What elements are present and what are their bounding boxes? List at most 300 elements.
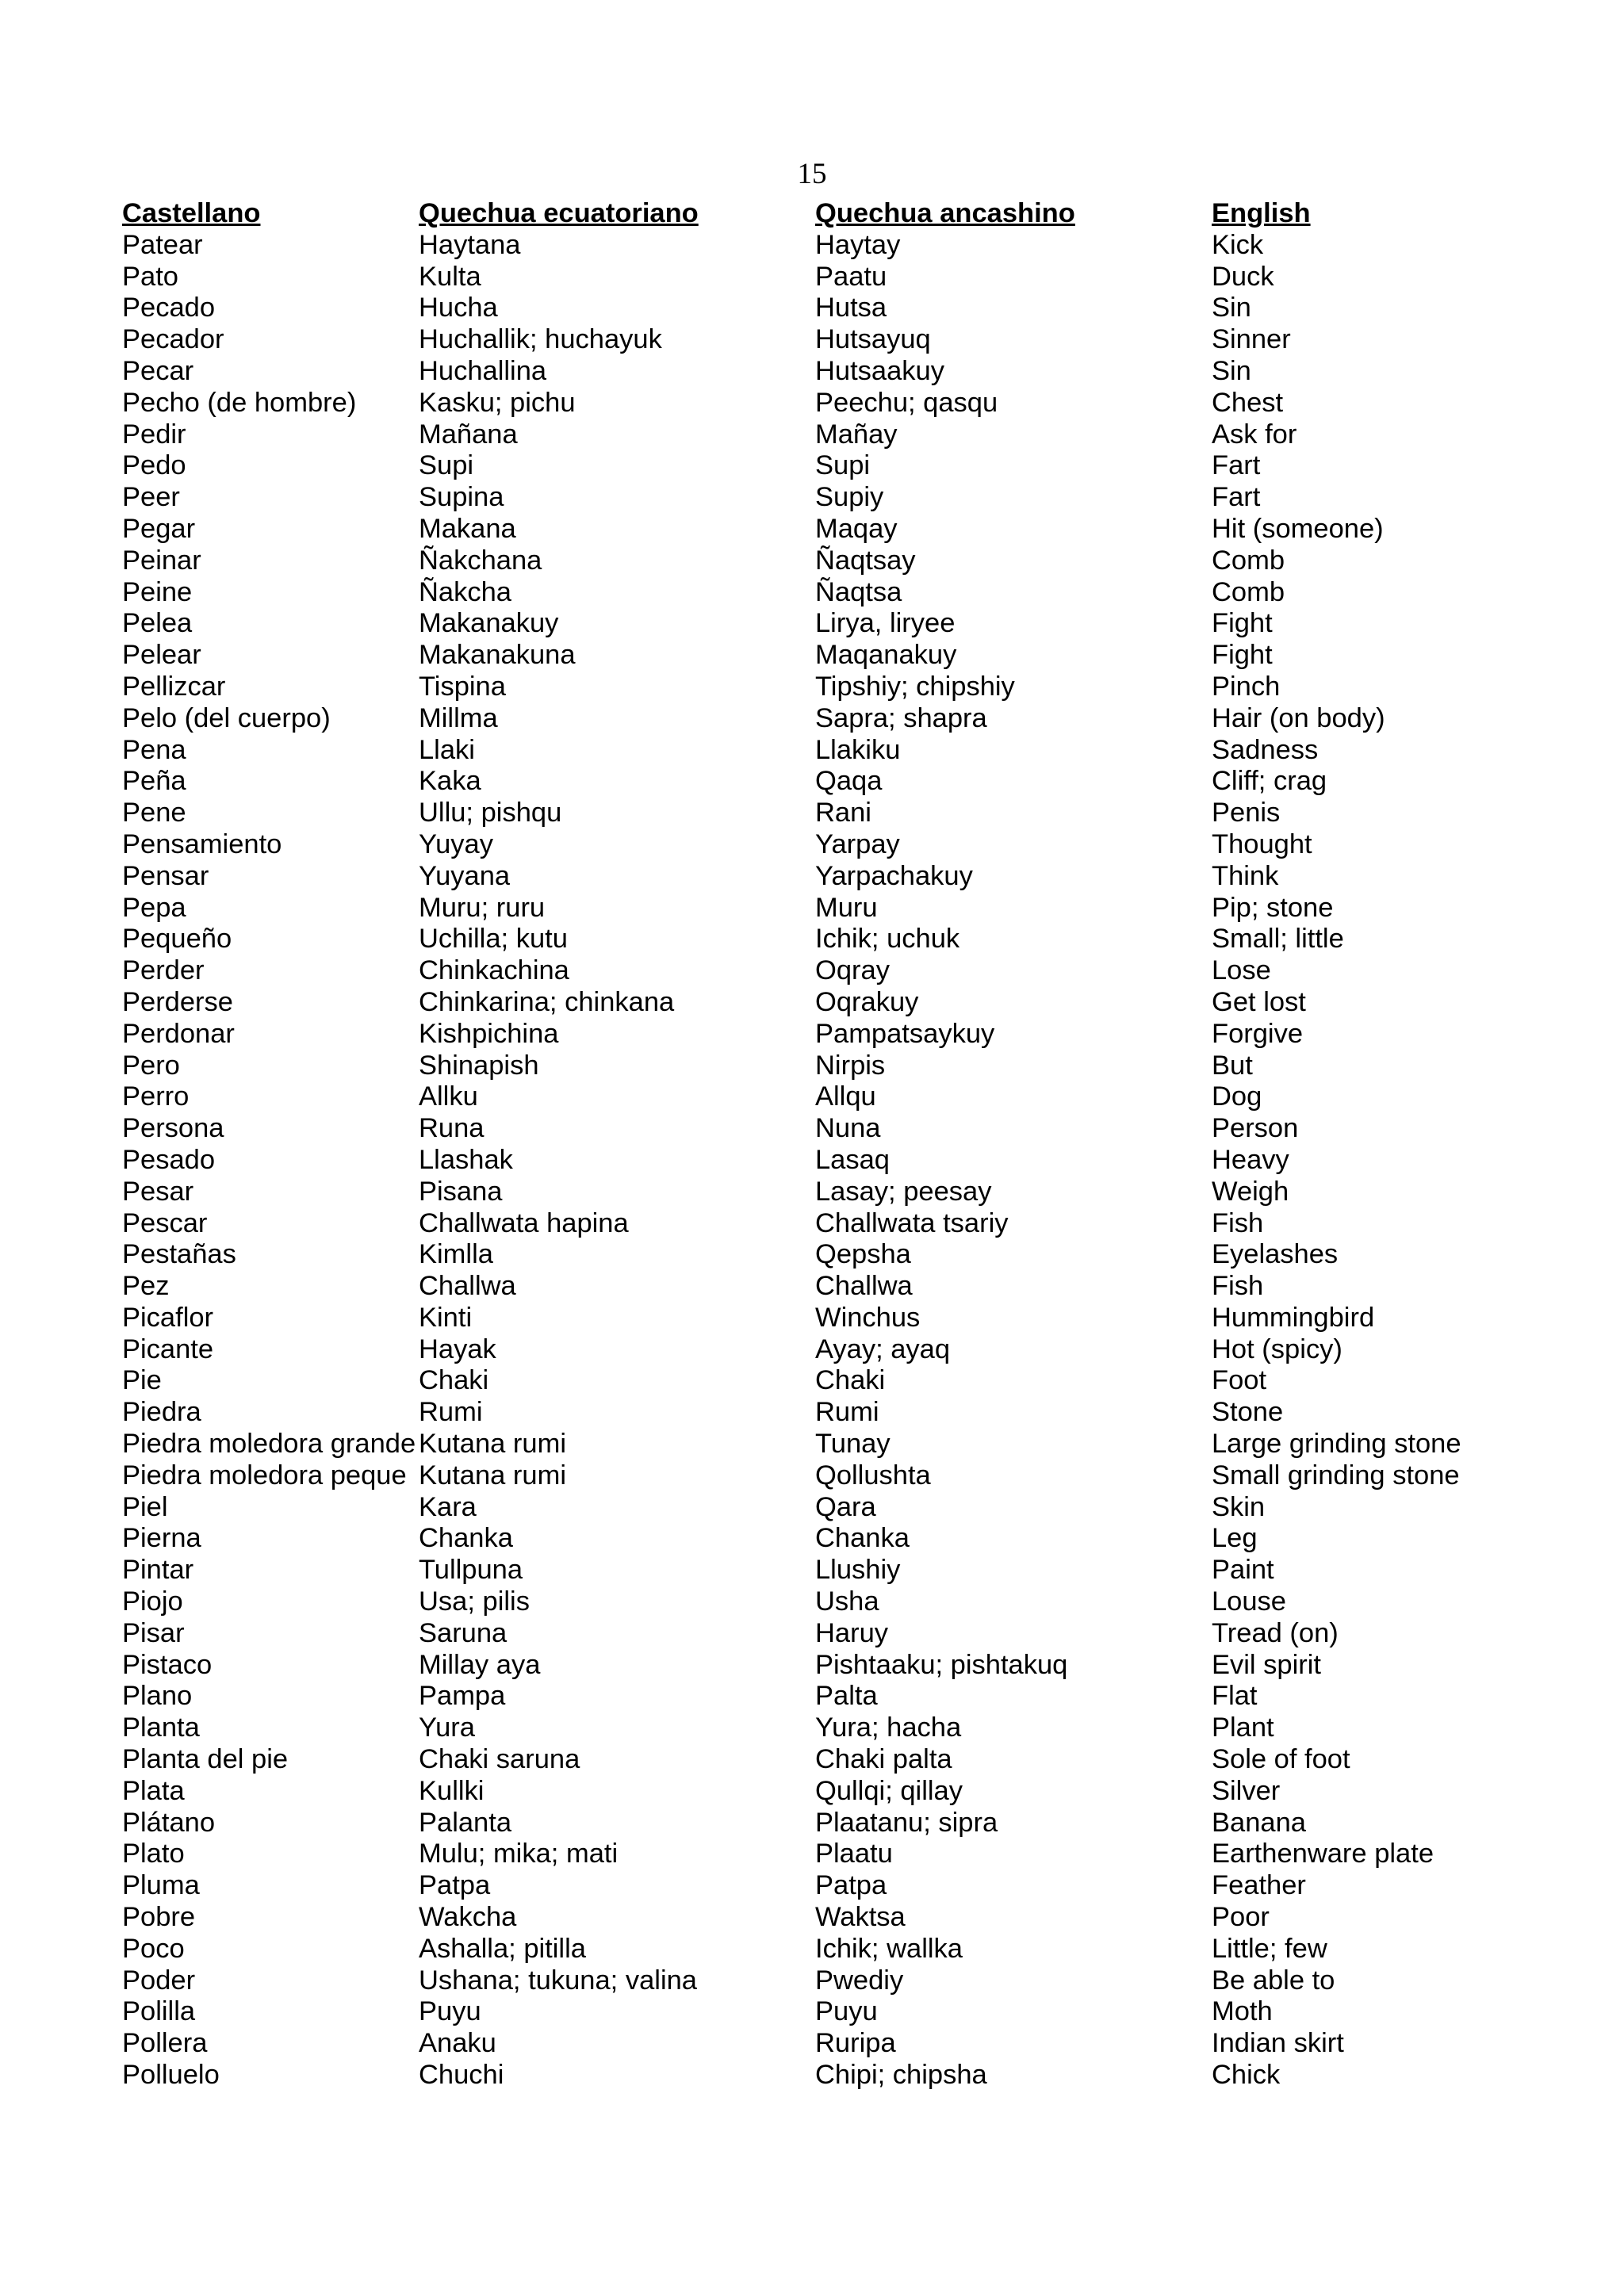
cell-quechua-ancashino: Hutsaakuy bbox=[815, 355, 944, 386]
table-row bbox=[122, 893, 1513, 924]
cell-english: Sin bbox=[1212, 293, 1251, 323]
cell-quechua-ecuatoriano: Usa; pilis bbox=[419, 1586, 530, 1617]
cell-quechua-ecuatoriano: Chaki saruna bbox=[419, 1744, 580, 1775]
cell-castellano: Peine bbox=[122, 576, 193, 607]
cell-quechua-ancashino: Tipshiy; chipshiy bbox=[815, 671, 1015, 702]
cell-quechua-ancashino: Winchus bbox=[815, 1302, 921, 1333]
cell-quechua-ecuatoriano: Huchallina bbox=[419, 355, 547, 386]
table-row bbox=[122, 324, 1513, 356]
cell-quechua-ecuatoriano: Kinti bbox=[419, 1302, 473, 1333]
cell-quechua-ecuatoriano: Huchallik; huchayuk bbox=[419, 324, 662, 355]
cell-castellano: Pecador bbox=[122, 324, 224, 355]
table-row bbox=[122, 798, 1513, 829]
vocabulary-body bbox=[122, 230, 1513, 2091]
cell-quechua-ancashino: Plaatanu; sipra bbox=[815, 1807, 998, 1838]
cell-quechua-ecuatoriano: Chinkachina bbox=[419, 955, 569, 986]
cell-castellano: Persona bbox=[122, 1113, 224, 1144]
cell-quechua-ancashino: Lasaq bbox=[815, 1144, 890, 1175]
cell-quechua-ecuatoriano: Yuyana bbox=[419, 860, 511, 891]
table-row bbox=[122, 1365, 1513, 1397]
table-row bbox=[122, 230, 1513, 262]
cell-quechua-ecuatoriano: Shinapish bbox=[419, 1050, 539, 1081]
cell-castellano: Piedra moledora grande bbox=[122, 1429, 416, 1460]
cell-quechua-ecuatoriano: Challwa bbox=[419, 1271, 516, 1302]
cell-english: Sin bbox=[1212, 355, 1251, 386]
table-row bbox=[122, 1208, 1513, 1240]
cell-quechua-ancashino: Lirya, liryee bbox=[815, 608, 956, 639]
cell-castellano: Pintar bbox=[122, 1555, 194, 1586]
cell-castellano: Peinar bbox=[122, 545, 201, 576]
cell-quechua-ancashino: Peechu; qasqu bbox=[815, 387, 998, 418]
cell-quechua-ecuatoriano: Mulu; mika; mati bbox=[419, 1839, 619, 1869]
cell-quechua-ancashino: Oqrakuy bbox=[815, 986, 919, 1017]
cell-quechua-ecuatoriano: Makanakuna bbox=[419, 640, 576, 671]
cell-english: Person bbox=[1212, 1113, 1299, 1144]
cell-castellano: Pluma bbox=[122, 1870, 200, 1901]
cell-quechua-ecuatoriano: Ushana; tukuna; valina bbox=[419, 1965, 697, 1996]
header-row bbox=[122, 198, 1513, 230]
cell-quechua-ecuatoriano: Kutana rumi bbox=[419, 1429, 567, 1460]
table-row bbox=[122, 2028, 1513, 2060]
table-row bbox=[122, 1776, 1513, 1808]
cell-quechua-ancashino: Supi bbox=[815, 450, 871, 481]
cell-quechua-ancashino: Ichik; wallka bbox=[815, 1933, 963, 1964]
cell-quechua-ecuatoriano: Muru; ruru bbox=[419, 892, 546, 923]
cell-quechua-ecuatoriano: Chaki bbox=[419, 1365, 489, 1396]
cell-quechua-ancashino: Chipi; chipsha bbox=[815, 2060, 987, 2091]
cell-castellano: Pesar bbox=[122, 1176, 194, 1207]
cell-castellano: Pisar bbox=[122, 1617, 185, 1648]
cell-quechua-ecuatoriano: Supi bbox=[419, 450, 474, 481]
cell-quechua-ancashino: Rumi bbox=[815, 1397, 879, 1428]
cell-quechua-ecuatoriano: Llashak bbox=[419, 1144, 513, 1175]
table-row bbox=[122, 861, 1513, 893]
cell-castellano: Peer bbox=[122, 482, 180, 513]
cell-english: Get lost bbox=[1212, 986, 1306, 1017]
cell-quechua-ancashino: Nuna bbox=[815, 1113, 881, 1144]
cell-english: Feather bbox=[1212, 1870, 1306, 1901]
table-row bbox=[122, 545, 1513, 577]
table-row bbox=[122, 1429, 1513, 1460]
cell-quechua-ecuatoriano: Makana bbox=[419, 513, 516, 544]
table-row bbox=[122, 1839, 1513, 1870]
cell-castellano: Piojo bbox=[122, 1586, 183, 1617]
page-number: 15 bbox=[797, 158, 827, 190]
cell-quechua-ancashino: Qara bbox=[815, 1491, 876, 1522]
table-row bbox=[122, 1650, 1513, 1682]
cell-quechua-ancashino: Qollushta bbox=[815, 1460, 931, 1490]
table-row bbox=[122, 1019, 1513, 1050]
cell-english: Fight bbox=[1212, 608, 1273, 639]
cell-english: Flat bbox=[1212, 1681, 1258, 1712]
cell-english: Tread (on) bbox=[1212, 1617, 1339, 1648]
table-row bbox=[122, 735, 1513, 767]
cell-castellano: Plata bbox=[122, 1775, 185, 1806]
cell-castellano: Pequeño bbox=[122, 924, 232, 955]
cell-quechua-ecuatoriano: Supina bbox=[419, 482, 504, 513]
cell-quechua-ancashino: Chanka bbox=[815, 1523, 910, 1554]
cell-castellano: Pecho (de hombre) bbox=[122, 387, 357, 418]
table-row bbox=[122, 1902, 1513, 1934]
cell-english: Little; few bbox=[1212, 1933, 1327, 1964]
cell-quechua-ancashino: Llushiy bbox=[815, 1555, 901, 1586]
table-row bbox=[122, 577, 1513, 609]
cell-quechua-ancashino: Chaki bbox=[815, 1365, 886, 1396]
cell-quechua-ancashino: Haruy bbox=[815, 1617, 889, 1648]
cell-quechua-ecuatoriano: Tispina bbox=[419, 671, 506, 702]
table-row bbox=[122, 1681, 1513, 1712]
cell-quechua-ancashino: Sapra; shapra bbox=[815, 702, 987, 733]
cell-quechua-ecuatoriano: Chuchi bbox=[419, 2060, 504, 2091]
cell-castellano: Pensar bbox=[122, 860, 209, 891]
cell-quechua-ancashino: Allqu bbox=[815, 1081, 876, 1112]
cell-quechua-ancashino: Yarpay bbox=[815, 828, 900, 859]
table-row bbox=[122, 608, 1513, 640]
cell-quechua-ecuatoriano: Ñakcha bbox=[419, 576, 511, 607]
cell-quechua-ancashino: Lasay; peesay bbox=[815, 1176, 992, 1207]
cell-quechua-ecuatoriano: Puyu bbox=[419, 1996, 481, 2027]
table-row bbox=[122, 1870, 1513, 1902]
table-row bbox=[122, 514, 1513, 545]
cell-english: Cliff; crag bbox=[1212, 766, 1327, 797]
table-row bbox=[122, 1177, 1513, 1208]
table-row bbox=[122, 1397, 1513, 1429]
cell-quechua-ancashino: Muru bbox=[815, 892, 878, 923]
cell-quechua-ancashino: Haytay bbox=[815, 229, 901, 260]
cell-castellano: Pelear bbox=[122, 640, 201, 671]
cell-quechua-ecuatoriano: Haytana bbox=[419, 229, 521, 260]
cell-quechua-ecuatoriano: Kara bbox=[419, 1491, 477, 1522]
cell-quechua-ancashino: Qepsha bbox=[815, 1239, 911, 1270]
cell-english: Forgive bbox=[1212, 1018, 1304, 1049]
cell-quechua-ancashino: Hutsa bbox=[815, 293, 887, 323]
cell-english: Comb bbox=[1212, 545, 1285, 576]
cell-english: Dog bbox=[1212, 1081, 1262, 1112]
cell-quechua-ancashino: Supiy bbox=[815, 482, 884, 513]
table-row bbox=[122, 450, 1513, 482]
cell-castellano: Plátano bbox=[122, 1807, 216, 1838]
cell-quechua-ecuatoriano: Hayak bbox=[419, 1334, 496, 1364]
table-row bbox=[122, 1145, 1513, 1177]
cell-castellano: Pescar bbox=[122, 1207, 208, 1238]
cell-castellano: Patear bbox=[122, 229, 203, 260]
table-row bbox=[122, 1460, 1513, 1492]
cell-english: Comb bbox=[1212, 576, 1285, 607]
table-row bbox=[122, 955, 1513, 987]
cell-quechua-ecuatoriano: Kimlla bbox=[419, 1239, 493, 1270]
cell-english: Moth bbox=[1212, 1996, 1273, 2027]
cell-castellano: Piel bbox=[122, 1491, 168, 1522]
cell-english: Poor bbox=[1212, 1902, 1270, 1933]
cell-english: Earthenware plate bbox=[1212, 1839, 1434, 1869]
cell-quechua-ecuatoriano: Rumi bbox=[419, 1397, 483, 1428]
cell-quechua-ecuatoriano: Yuyay bbox=[419, 828, 493, 859]
cell-quechua-ancashino: Hutsayuq bbox=[815, 324, 931, 355]
table-row bbox=[122, 1239, 1513, 1271]
cell-english: Hair (on body) bbox=[1212, 702, 1385, 733]
cell-quechua-ecuatoriano: Kasku; pichu bbox=[419, 387, 576, 418]
cell-castellano: Picaflor bbox=[122, 1302, 214, 1333]
cell-quechua-ancashino: Mañay bbox=[815, 419, 898, 450]
cell-castellano: Polilla bbox=[122, 1996, 196, 2027]
cell-quechua-ecuatoriano: Allku bbox=[419, 1081, 478, 1112]
cell-castellano: Pedo bbox=[122, 450, 186, 481]
cell-quechua-ancashino: Palta bbox=[815, 1681, 878, 1712]
header-quechua-ecuatoriano: Quechua ecuatoriano bbox=[419, 198, 699, 228]
cell-quechua-ecuatoriano: Kishpichina bbox=[419, 1018, 559, 1049]
cell-english: Penis bbox=[1212, 798, 1281, 828]
header-quechua-ancashino: Quechua ancashino bbox=[815, 198, 1075, 228]
cell-castellano: Pie bbox=[122, 1365, 162, 1396]
cell-castellano: Perdonar bbox=[122, 1018, 235, 1049]
header-castellano: Castellano bbox=[122, 198, 261, 228]
cell-quechua-ecuatoriano: Pisana bbox=[419, 1176, 503, 1207]
cell-quechua-ancashino: Rani bbox=[815, 798, 871, 828]
cell-english: Chick bbox=[1212, 2060, 1281, 2091]
cell-english: Kick bbox=[1212, 229, 1264, 260]
cell-english: Fart bbox=[1212, 482, 1261, 513]
table-row bbox=[122, 2060, 1513, 2091]
table-row bbox=[122, 987, 1513, 1019]
cell-castellano: Plano bbox=[122, 1681, 193, 1712]
cell-quechua-ancashino: Pwediy bbox=[815, 1965, 904, 1996]
cell-quechua-ecuatoriano: Kullki bbox=[419, 1775, 485, 1806]
table-row bbox=[122, 1996, 1513, 2028]
cell-castellano: Pecar bbox=[122, 355, 194, 386]
table-row bbox=[122, 1934, 1513, 1965]
cell-quechua-ancashino: Oqray bbox=[815, 955, 890, 986]
table-row bbox=[122, 1808, 1513, 1839]
cell-castellano: Pistaco bbox=[122, 1649, 213, 1680]
table-row bbox=[122, 388, 1513, 419]
cell-castellano: Planta del pie bbox=[122, 1744, 289, 1775]
cell-quechua-ecuatoriano: Ullu; pishqu bbox=[419, 798, 562, 828]
cell-english: Fart bbox=[1212, 450, 1261, 481]
cell-quechua-ancashino: Ichik; uchuk bbox=[815, 924, 960, 955]
cell-castellano: Pecado bbox=[122, 293, 216, 323]
table-row bbox=[122, 1965, 1513, 1997]
cell-castellano: Peña bbox=[122, 766, 186, 797]
cell-castellano: Pero bbox=[122, 1050, 180, 1081]
cell-castellano: Planta bbox=[122, 1712, 200, 1743]
cell-english: Sinner bbox=[1212, 324, 1291, 355]
cell-english: Leg bbox=[1212, 1523, 1258, 1554]
cell-quechua-ecuatoriano: Palanta bbox=[419, 1807, 512, 1838]
cell-castellano: Pensamiento bbox=[122, 828, 282, 859]
cell-castellano: Piedra bbox=[122, 1397, 201, 1428]
cell-english: But bbox=[1212, 1050, 1253, 1081]
cell-english: Weigh bbox=[1212, 1176, 1289, 1207]
cell-english: Banana bbox=[1212, 1807, 1306, 1838]
cell-quechua-ancashino: Ayay; ayaq bbox=[815, 1334, 951, 1364]
cell-quechua-ancashino: Usha bbox=[815, 1586, 879, 1617]
table-row bbox=[122, 1523, 1513, 1555]
cell-castellano: Plato bbox=[122, 1839, 185, 1869]
cell-castellano: Piedra moledora peque bbox=[122, 1460, 407, 1490]
cell-quechua-ancashino: Yarpachakuy bbox=[815, 860, 973, 891]
table-row bbox=[122, 1586, 1513, 1618]
table-row bbox=[122, 356, 1513, 388]
cell-quechua-ancashino: Ñaqtsay bbox=[815, 545, 916, 576]
cell-english: Indian skirt bbox=[1212, 2028, 1344, 2059]
table-row bbox=[122, 482, 1513, 514]
cell-quechua-ancashino: Yura; hacha bbox=[815, 1712, 962, 1743]
table-row bbox=[122, 419, 1513, 451]
cell-english: Stone bbox=[1212, 1397, 1284, 1428]
cell-english: Hit (someone) bbox=[1212, 513, 1384, 544]
cell-quechua-ancashino: Waktsa bbox=[815, 1902, 906, 1933]
cell-quechua-ecuatoriano: Wakcha bbox=[419, 1902, 517, 1933]
cell-english: Chest bbox=[1212, 387, 1284, 418]
cell-quechua-ecuatoriano: Challwata hapina bbox=[419, 1207, 629, 1238]
cell-castellano: Pellizcar bbox=[122, 671, 226, 702]
cell-quechua-ancashino: Nirpis bbox=[815, 1050, 886, 1081]
cell-castellano: Pierna bbox=[122, 1523, 201, 1554]
table-row bbox=[122, 829, 1513, 861]
cell-castellano: Pobre bbox=[122, 1902, 196, 1933]
cell-castellano: Pegar bbox=[122, 513, 196, 544]
cell-english: Fight bbox=[1212, 640, 1273, 671]
cell-castellano: Pesado bbox=[122, 1144, 216, 1175]
cell-castellano: Pelea bbox=[122, 608, 193, 639]
cell-english: Duck bbox=[1212, 261, 1274, 292]
cell-quechua-ecuatoriano: Chinkarina; chinkana bbox=[419, 986, 675, 1017]
cell-english: Be able to bbox=[1212, 1965, 1335, 1996]
table-row bbox=[122, 1050, 1513, 1082]
cell-english: Paint bbox=[1212, 1555, 1274, 1586]
cell-castellano: Pato bbox=[122, 261, 178, 292]
cell-english: Small grinding stone bbox=[1212, 1460, 1460, 1490]
cell-quechua-ancashino: Plaatu bbox=[815, 1839, 893, 1869]
cell-quechua-ecuatoriano: Hucha bbox=[419, 293, 498, 323]
cell-quechua-ecuatoriano: Anaku bbox=[419, 2028, 496, 2059]
cell-quechua-ancashino: Pampatsaykuy bbox=[815, 1018, 995, 1049]
table-row bbox=[122, 1303, 1513, 1334]
table-row bbox=[122, 1492, 1513, 1524]
cell-castellano: Pene bbox=[122, 798, 186, 828]
cell-english: Heavy bbox=[1212, 1144, 1289, 1175]
cell-quechua-ecuatoriano: Chanka bbox=[419, 1523, 513, 1554]
cell-castellano: Pez bbox=[122, 1271, 170, 1302]
cell-quechua-ecuatoriano: Patpa bbox=[419, 1870, 491, 1901]
cell-quechua-ancashino: Qullqi; qillay bbox=[815, 1775, 963, 1806]
table-row bbox=[122, 703, 1513, 735]
cell-castellano: Pedir bbox=[122, 419, 186, 450]
table-row bbox=[122, 1113, 1513, 1145]
cell-quechua-ancashino: Pishtaaku; pishtakuq bbox=[815, 1649, 1068, 1680]
cell-quechua-ancashino: Tunay bbox=[815, 1429, 891, 1460]
cell-english: Pinch bbox=[1212, 671, 1281, 702]
cell-quechua-ecuatoriano: Millma bbox=[419, 702, 498, 733]
cell-english: Large grinding stone bbox=[1212, 1429, 1461, 1460]
cell-english: Think bbox=[1212, 860, 1279, 891]
table-row bbox=[122, 1334, 1513, 1366]
cell-quechua-ecuatoriano: Llaki bbox=[419, 734, 475, 765]
table-row bbox=[122, 262, 1513, 293]
cell-english: Sole of foot bbox=[1212, 1744, 1350, 1775]
cell-english: Skin bbox=[1212, 1491, 1266, 1522]
vocabulary-table bbox=[122, 198, 1513, 2091]
cell-quechua-ecuatoriano: Kutana rumi bbox=[419, 1460, 567, 1490]
table-row bbox=[122, 1618, 1513, 1650]
table-row bbox=[122, 766, 1513, 798]
cell-english: Small; little bbox=[1212, 924, 1344, 955]
cell-quechua-ecuatoriano: Tullpuna bbox=[419, 1555, 523, 1586]
table-row bbox=[122, 672, 1513, 703]
cell-english: Evil spirit bbox=[1212, 1649, 1322, 1680]
cell-quechua-ancashino: Challwata tsariy bbox=[815, 1207, 1009, 1238]
table-row bbox=[122, 1712, 1513, 1744]
cell-castellano: Poder bbox=[122, 1965, 196, 1996]
cell-quechua-ecuatoriano: Mañana bbox=[419, 419, 518, 450]
cell-quechua-ecuatoriano: Runa bbox=[419, 1113, 485, 1144]
cell-quechua-ancashino: Maqay bbox=[815, 513, 898, 544]
cell-quechua-ancashino: Chaki palta bbox=[815, 1744, 952, 1775]
table-row bbox=[122, 293, 1513, 324]
cell-english: Louse bbox=[1212, 1586, 1286, 1617]
cell-castellano: Picante bbox=[122, 1334, 214, 1364]
cell-quechua-ecuatoriano: Kulta bbox=[419, 261, 481, 292]
cell-quechua-ecuatoriano: Makanakuy bbox=[419, 608, 559, 639]
cell-castellano: Perro bbox=[122, 1081, 190, 1112]
cell-english: Silver bbox=[1212, 1775, 1281, 1806]
cell-quechua-ancashino: Llakiku bbox=[815, 734, 901, 765]
cell-castellano: Polluelo bbox=[122, 2060, 220, 2091]
cell-quechua-ecuatoriano: Pampa bbox=[419, 1681, 506, 1712]
table-row bbox=[122, 1271, 1513, 1303]
cell-quechua-ecuatoriano: Kaka bbox=[419, 766, 481, 797]
cell-castellano: Pepa bbox=[122, 892, 186, 923]
table-row bbox=[122, 1081, 1513, 1113]
table-row bbox=[122, 1555, 1513, 1586]
cell-castellano: Poco bbox=[122, 1933, 185, 1964]
cell-english: Foot bbox=[1212, 1365, 1267, 1396]
cell-quechua-ecuatoriano: Yura bbox=[419, 1712, 475, 1743]
cell-english: Ask for bbox=[1212, 419, 1297, 450]
cell-quechua-ancashino: Paatu bbox=[815, 261, 887, 292]
cell-castellano: Pestañas bbox=[122, 1239, 236, 1270]
cell-castellano: Perderse bbox=[122, 986, 233, 1017]
cell-quechua-ecuatoriano: Ashalla; pitilla bbox=[419, 1933, 586, 1964]
cell-castellano: Pelo (del cuerpo) bbox=[122, 702, 331, 733]
cell-english: Eyelashes bbox=[1212, 1239, 1339, 1270]
cell-quechua-ancashino: Ñaqtsa bbox=[815, 576, 902, 607]
cell-quechua-ancashino: Challwa bbox=[815, 1271, 913, 1302]
cell-quechua-ancashino: Maqanakuy bbox=[815, 640, 957, 671]
table-row bbox=[122, 924, 1513, 955]
table-row bbox=[122, 640, 1513, 672]
cell-english: Plant bbox=[1212, 1712, 1274, 1743]
cell-quechua-ancashino: Qaqa bbox=[815, 766, 883, 797]
cell-english: Fish bbox=[1212, 1207, 1264, 1238]
cell-english: Hot (spicy) bbox=[1212, 1334, 1342, 1364]
cell-quechua-ecuatoriano: Millay aya bbox=[419, 1649, 541, 1680]
cell-quechua-ancashino: Patpa bbox=[815, 1870, 887, 1901]
cell-castellano: Pena bbox=[122, 734, 186, 765]
cell-english: Fish bbox=[1212, 1271, 1264, 1302]
header-english: English bbox=[1212, 198, 1311, 228]
cell-quechua-ancashino: Puyu bbox=[815, 1996, 878, 2027]
cell-quechua-ecuatoriano: Uchilla; kutu bbox=[419, 924, 568, 955]
cell-english: Lose bbox=[1212, 955, 1271, 986]
cell-english: Hummingbird bbox=[1212, 1302, 1375, 1333]
cell-quechua-ecuatoriano: Saruna bbox=[419, 1617, 508, 1648]
table-row bbox=[122, 1744, 1513, 1776]
cell-english: Thought bbox=[1212, 828, 1312, 859]
cell-quechua-ancashino: Ruripa bbox=[815, 2028, 896, 2059]
cell-castellano: Perder bbox=[122, 955, 205, 986]
cell-english: Pip; stone bbox=[1212, 892, 1334, 923]
